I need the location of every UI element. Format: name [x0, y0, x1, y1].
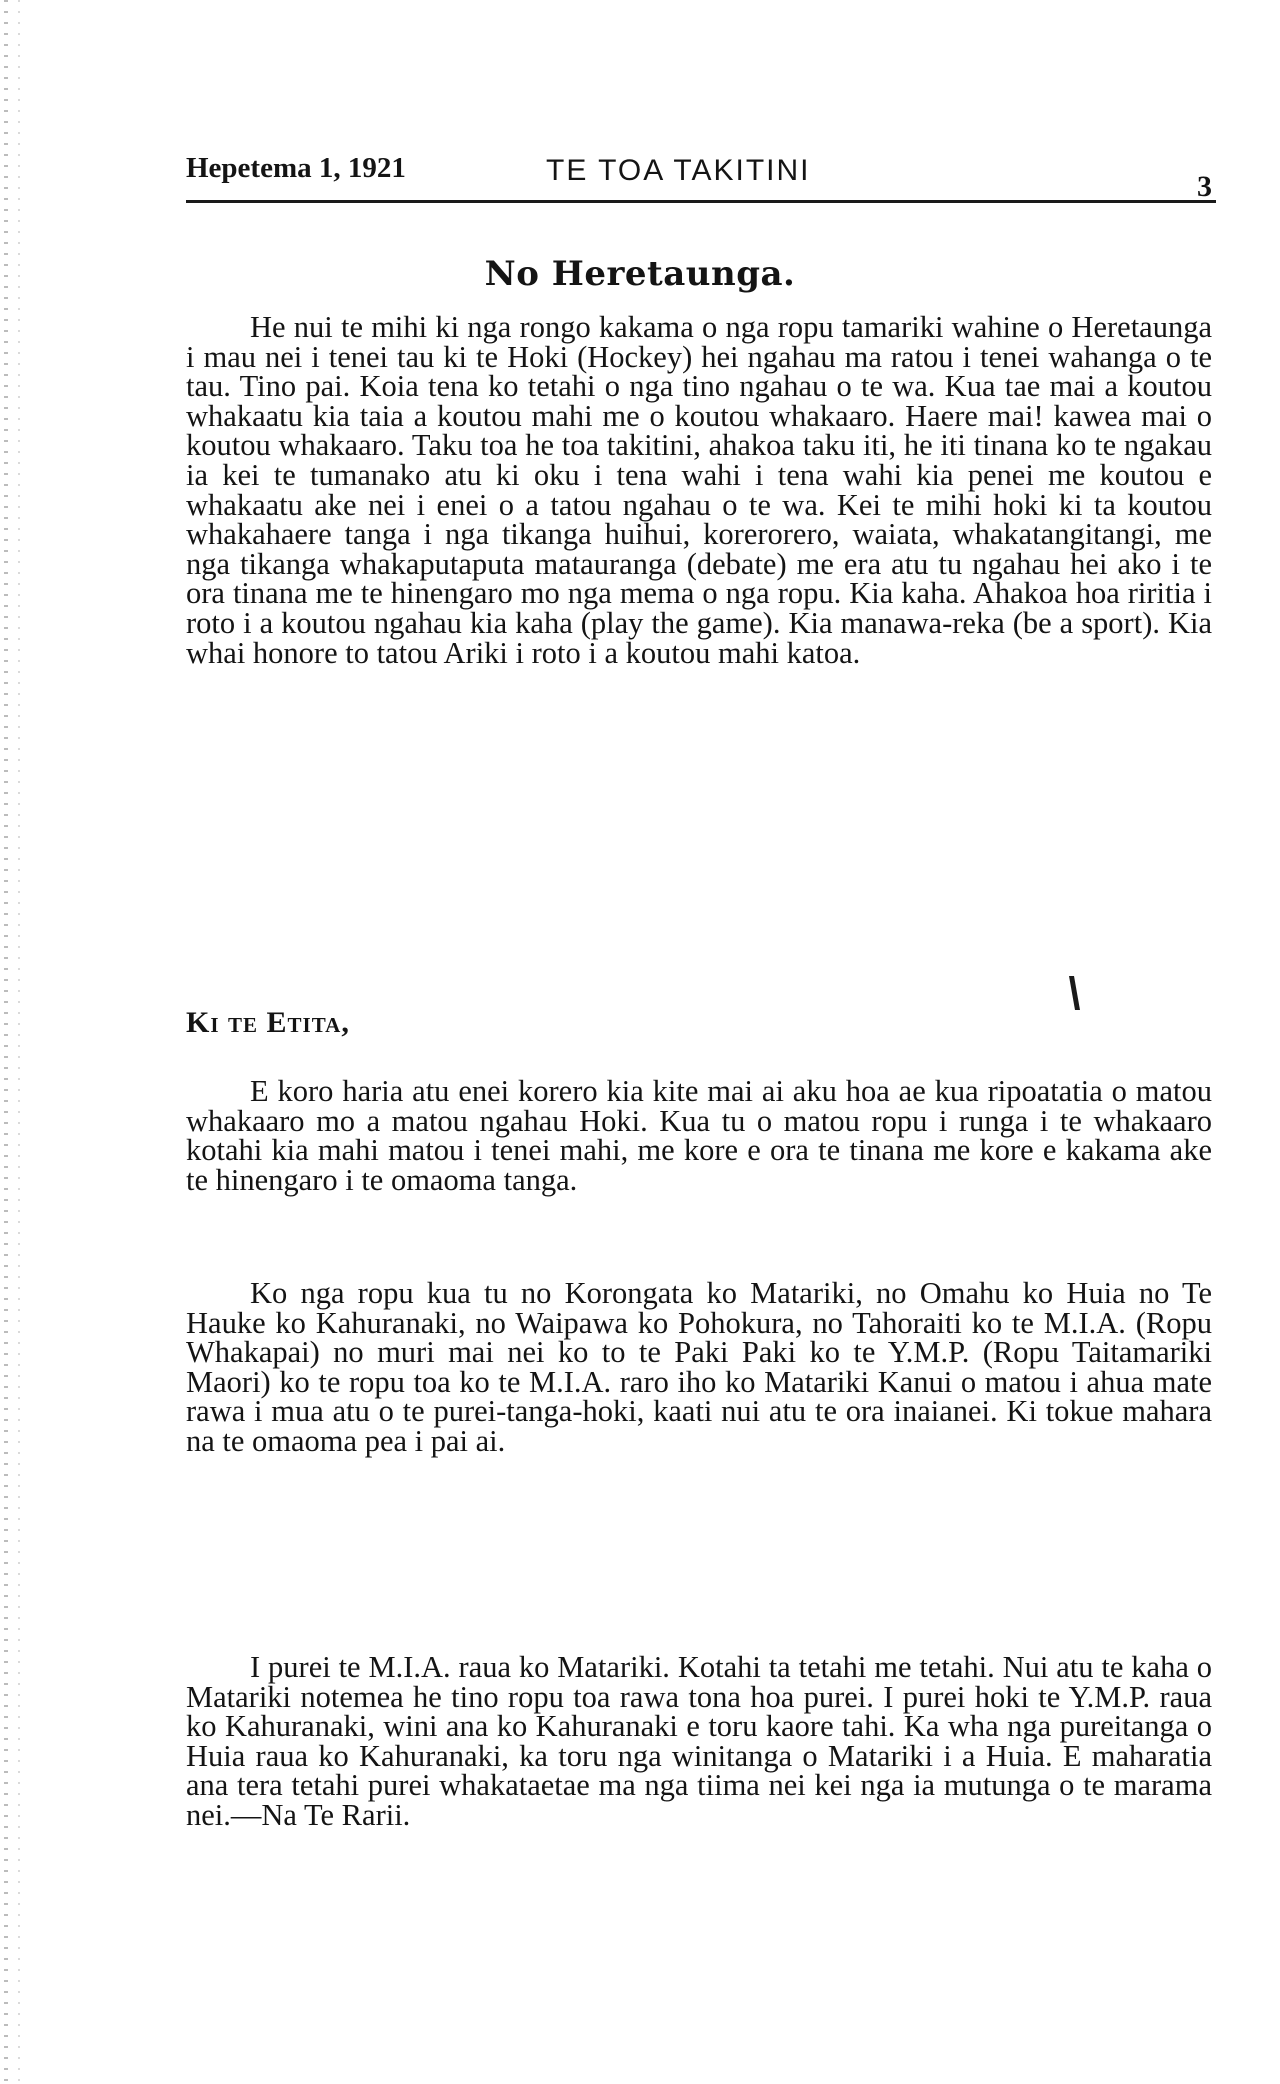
running-head [186, 148, 1216, 203]
paragraph-1-text: He nui te mihi ki nga rongo kakama o nga ropu tamariki wahine o Heretaunga i mau nei i tenei tau ki te Hoki (Hockey) hei ngahau ma ratou i tenei wahanga o te tau. Tino pai. Koia tena ko tetahi o nga tino ngahau o te wa. Kua tae mai a koutou whakaatu kia taia a koutou mahi me o koutou whakaaro. Haere mai! kawea mai o koutou whakaaro. Taku toa he toa takitini, ahakoa taku iti, he iti tinana ko te ngakau ia kei te tumanako atu ki oku i tena wahi i tena wahi kia penei me koutou e whakaatu ake nei i enei o a tatou ngahau o te wa. Kei te mihi hoki ki ta koutou whakahaere tanga i nga tikanga huihui, korerorero, waiata, whakatangitangi, me nga tikanga whakaputaputa matauranga (debate) me era atu tu ngahau hei ako i te ora tinana me te hinengaro mo nga mema o nga ropu. Kia kaha. Ahakoa hoa riritia i roto i a koutou ngahau kia kaha (play the game). Kia manawa-reka (be a sport). Kia whai honore to tatou Ariki i roto i a koutou mahi katoa. [186, 310, 1212, 670]
ink-mark [1069, 976, 1080, 1010]
paragraph-2-text: E koro haria atu enei korero kia kite mai ai aku hoa ae kua ripoatatia o matou whakaaro mo a matou ngahau Hoki. Kua tu o matou ropu i runga i te whakaaro kotahi kia mahi matou i tenei mahi, me kore e ora te tinana me kore e kakama ake te hinengaro i te omaoma tanga. [186, 1074, 1212, 1197]
article-paragraph-2 [186, 1074, 1212, 1197]
article-paragraph-3 [186, 1276, 1212, 1458]
article-paragraph-4 [186, 1650, 1212, 1832]
paragraph-3-text: Ko nga ropu kua tu no Korongata ko Matariki, no Omahu ko Huia no Te Hauke ko Kahuranaki, no Waipawa ko Pohokura, no Tahoraiti ko te M.I.A. (Ropu Whakapai) no muri mai nei ko to te Paki Paki ko te Y.M.P. (Ropu Taitamariki Maori) ko te ropu toa ko te M.I.A. raro iho ko Matariki Kanui o matou i ahua mate rawa i mua atu o te purei-tanga-hoki, kaati nui atu te ora inaianei. Ki tokue mahara na te omaoma pea i pai ai. [186, 1276, 1212, 1458]
article-heading: No Heretaunga. [484, 254, 796, 294]
scan-binding-edge [4, 0, 34, 2084]
issue-date: Hepetema 1, 1921 [186, 152, 406, 184]
publication-title: TE TOA TAKITINI [546, 154, 811, 187]
header-rule [186, 200, 1216, 203]
article-paragraph-1 [186, 310, 1212, 670]
paragraph-4-text: I purei te M.I.A. raua ko Matariki. Kotahi ta tetahi me tetahi. Nui atu te kaha o Matariki notemea he tino ropu toa rawa tona hoa purei. I purei hoki te Y.M.P. raua ko Kahuranaki, wini ana ko Kahuranaki e toru kaore tahi. Ka wha nga pureitanga o Huia raua ko Kahuranaki, ka toru nga winitanga o Matariki i a Huia. E maharatia ana tera tetahi purei whakataetae ma nga tiima nei kei nga ia mutunga o te marama nei.—Na Te Rarii. [186, 1650, 1212, 1832]
page-number: 3 [1197, 170, 1212, 203]
letter-salutation: Ki te Etita, [186, 1006, 350, 1039]
